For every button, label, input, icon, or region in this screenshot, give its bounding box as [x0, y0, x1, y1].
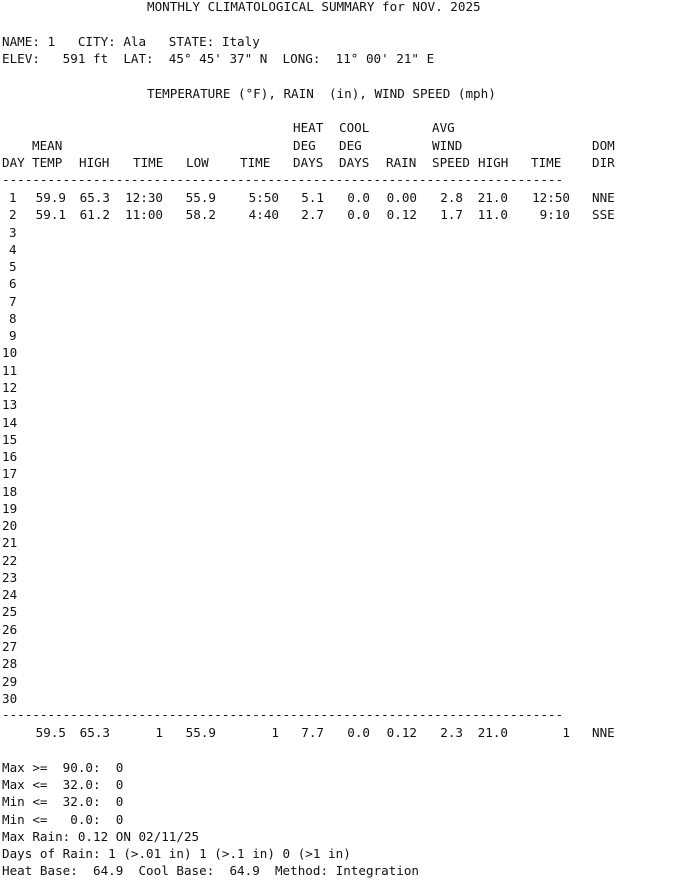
column-header-dom_dir: DOM: [592, 138, 615, 153]
cell-day: 30: [2, 690, 18, 706]
cell-day: 10: [2, 345, 18, 361]
column-header-dom_dir: DIR: [592, 155, 615, 170]
total-rain: 0.12: [386, 725, 417, 740]
cell-mean_temp: 59.9: [35, 190, 66, 205]
cell-rain: 0.12: [386, 207, 417, 223]
column-header-low: LOW: [186, 155, 209, 170]
column-header-day: DAY: [2, 155, 25, 170]
cell-wind_high: 11.0: [477, 207, 508, 223]
cell-day: 26: [2, 621, 18, 637]
cell-high: 61.2: [79, 207, 110, 223]
cell-wind_time: 9:10: [539, 207, 570, 223]
cell-high: 65.3: [79, 190, 110, 205]
cell-low: 58.2: [185, 207, 216, 223]
column-header-cool_deg_days: COOL: [339, 120, 370, 135]
column-header-heat_deg_days: DEG: [293, 138, 316, 153]
total-high: 65.3: [79, 725, 110, 740]
cell-day: 21: [2, 535, 18, 551]
units-heading: TEMPERATURE (°F), RAIN (in), WIND SPEED (mph): [147, 86, 496, 101]
total-wind_high: 21.0: [477, 725, 508, 740]
cell-avg_wind_speed: 2.8: [440, 190, 463, 205]
total-avg_wind_speed: 2.3: [440, 725, 463, 740]
cell-cool_deg_days: 0.0: [347, 207, 370, 223]
cell-day: 9: [9, 328, 17, 344]
cell-low: 55.9: [185, 190, 216, 205]
total-low_time: 1: [271, 725, 279, 740]
column-header-cool_deg_days: DEG: [339, 138, 362, 153]
cell-day: 5: [9, 259, 17, 275]
cell-day: 19: [2, 500, 18, 516]
cell-day: 16: [2, 449, 18, 465]
column-header-heat_deg_days: DAYS: [293, 155, 324, 170]
cell-dom_dir: SSE: [592, 207, 615, 223]
header-divider: --------------------------------------------------------------------------: [2, 172, 564, 187]
cell-high_time: 12:30: [125, 190, 163, 205]
total-dom_dir: NNE: [592, 725, 615, 740]
cell-day: 3: [9, 224, 17, 240]
column-header-wind_time: TIME: [531, 155, 562, 170]
summary-line: Min <= 0.0: 0: [2, 811, 124, 827]
cell-day: 14: [2, 414, 18, 430]
cell-cool_deg_days: 0.0: [347, 190, 370, 205]
column-header-high_time: TIME: [133, 155, 164, 170]
cell-dom_dir: NNE: [592, 190, 615, 205]
station-line-1: NAME: 1 CITY: Ala STATE: Italy: [2, 34, 260, 49]
cell-day: 6: [9, 276, 17, 292]
cell-heat_deg_days: 2.7: [301, 207, 324, 223]
cell-rain: 0.00: [386, 190, 417, 205]
totals-divider: --------------------------------------------------------------------------: [2, 707, 564, 722]
cell-day: 11: [2, 362, 18, 378]
column-header-cool_deg_days: DAYS: [339, 155, 370, 170]
column-header-wind_high: HIGH: [478, 155, 509, 170]
cell-day: 18: [2, 483, 18, 499]
cell-low_time: 5:50: [248, 190, 279, 205]
column-header-mean_temp: TEMP: [32, 155, 63, 170]
cell-day: 1: [9, 190, 17, 205]
cell-day: 28: [2, 656, 18, 672]
summary-line: Max <= 32.0: 0: [2, 777, 124, 793]
cell-day: 4: [9, 241, 17, 257]
cell-day: 27: [2, 639, 18, 655]
total-mean_temp: 59.5: [35, 725, 66, 740]
summary-line: Days of Rain: 1 (>.01 in) 1 (>.1 in) 0 (>1 in): [2, 846, 351, 861]
cell-day: 24: [2, 587, 18, 603]
cell-high_time: 11:00: [125, 207, 163, 223]
cell-wind_time: 12:50: [532, 190, 570, 205]
total-wind_time: 1: [562, 725, 570, 740]
cell-heat_deg_days: 5.1: [301, 190, 324, 205]
report-title: MONTHLY CLIMATOLOGICAL SUMMARY for NOV. 2025: [147, 0, 481, 14]
cell-day: 8: [9, 310, 17, 326]
column-header-low_time: TIME: [240, 155, 271, 170]
column-header-avg_wind_speed: SPEED: [432, 155, 470, 170]
summary-line: Max Rain: 0.12 ON 02/11/25: [2, 828, 200, 844]
cell-day: 29: [2, 673, 18, 689]
cell-day: 7: [9, 293, 17, 309]
column-header-avg_wind_speed: WIND: [432, 138, 463, 153]
cell-low_time: 4:40: [248, 207, 279, 223]
cell-day: 17: [2, 466, 18, 482]
total-high_time: 1: [155, 725, 163, 740]
total-low: 55.9: [185, 725, 216, 740]
cell-wind_high: 21.0: [477, 190, 508, 205]
station-line-2: ELEV: 591 ft LAT: 45° 45' 37" N LONG: 11° 00' 21" E: [2, 51, 435, 66]
cell-mean_temp: 59.1: [35, 207, 66, 223]
column-header-mean_temp: MEAN: [32, 138, 63, 153]
total-cool_deg_days: 0.0: [347, 725, 370, 740]
cell-day: 23: [2, 569, 18, 585]
summary-line: Heat Base: 64.9 Cool Base: 64.9 Method: Integration: [2, 863, 420, 879]
cell-day: 2: [9, 207, 17, 223]
cell-avg_wind_speed: 1.7: [440, 207, 463, 223]
cell-day: 20: [2, 518, 18, 534]
cell-day: 13: [2, 397, 18, 413]
column-header-heat_deg_days: HEAT: [293, 120, 324, 135]
summary-line: Max >= 90.0: 0: [2, 760, 124, 775]
cell-day: 15: [2, 431, 18, 447]
cell-day: 25: [2, 604, 18, 620]
total-heat_deg_days: 7.7: [301, 725, 324, 740]
column-header-rain: RAIN: [386, 155, 417, 170]
cell-day: 12: [2, 379, 18, 395]
column-header-high: HIGH: [79, 155, 110, 170]
column-header-avg_wind_speed: AVG: [432, 120, 455, 135]
summary-line: Min <= 32.0: 0: [2, 794, 124, 810]
cell-day: 22: [2, 552, 18, 568]
